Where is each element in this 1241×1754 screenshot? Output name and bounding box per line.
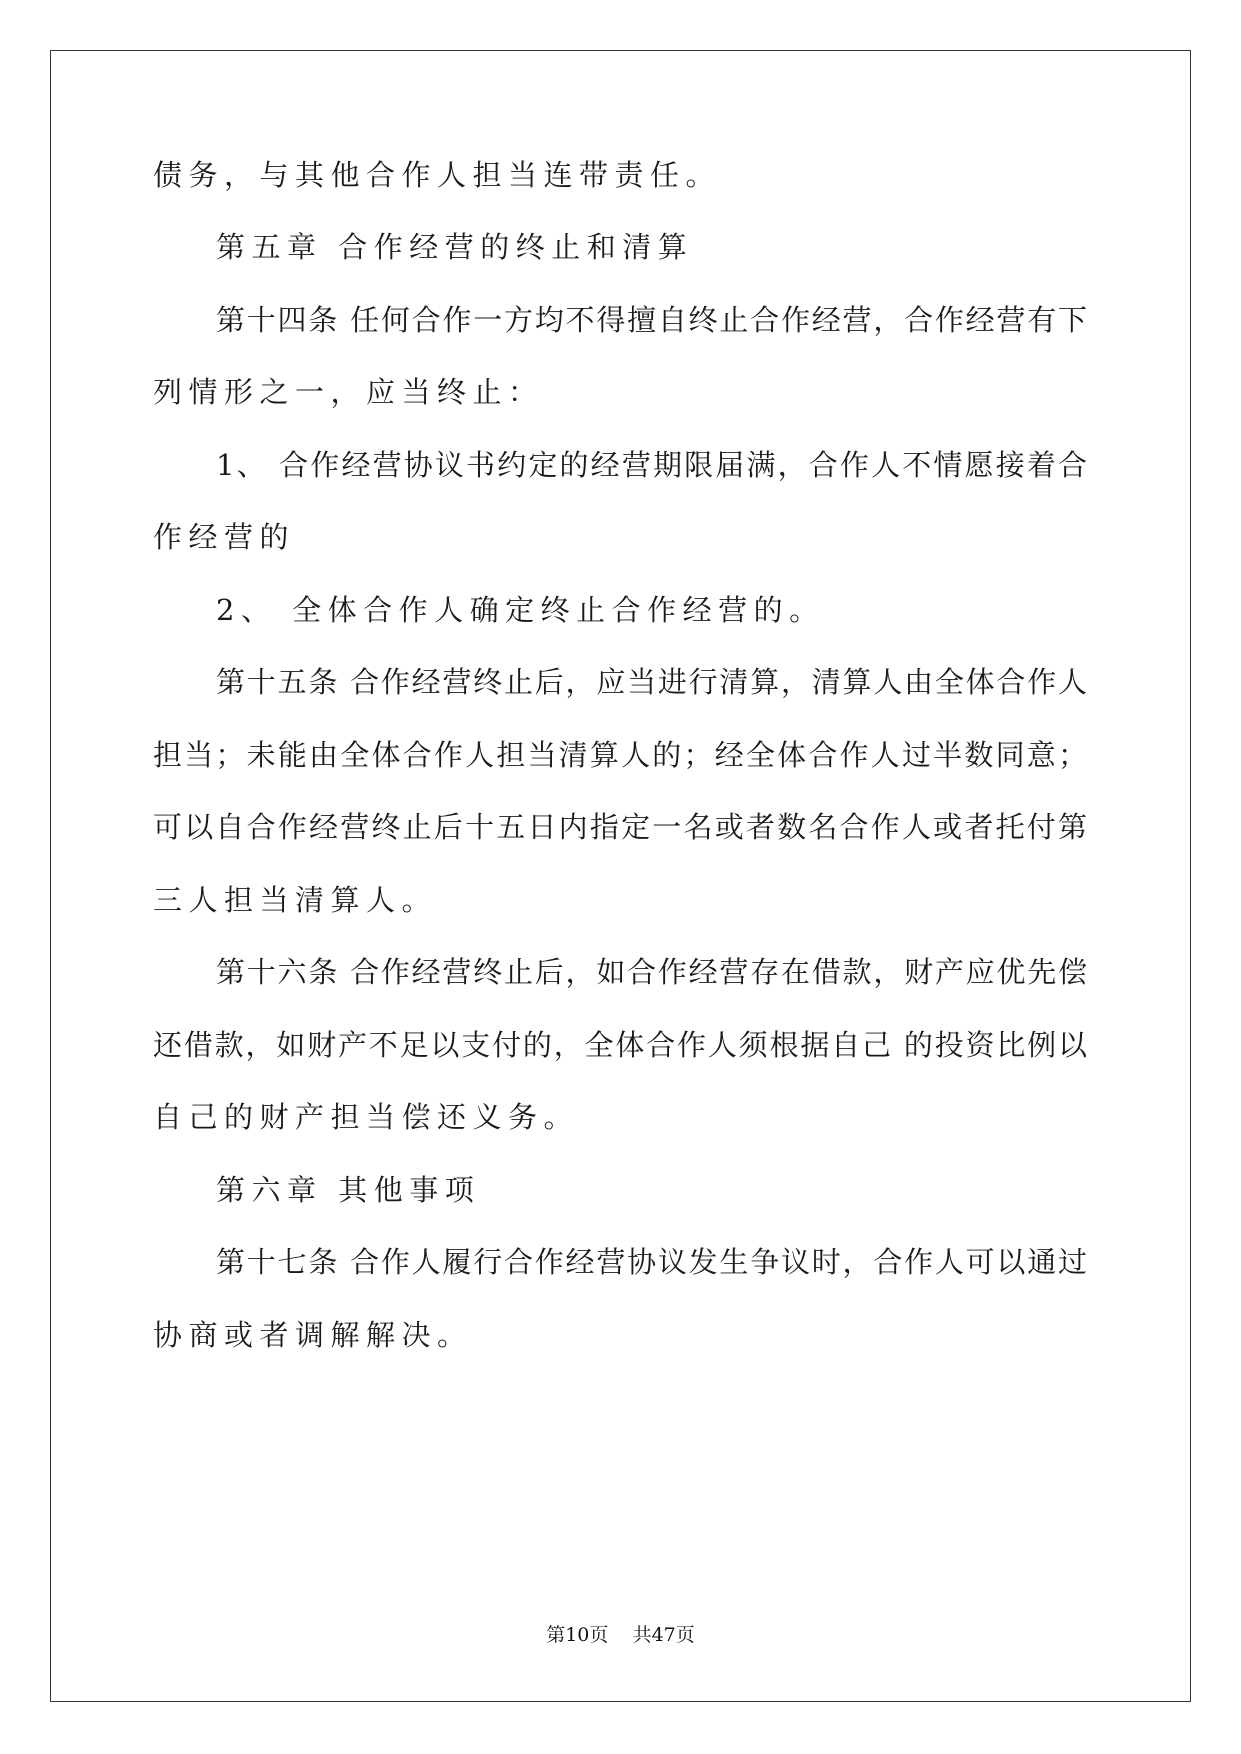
paragraph-line-1: 债务，与其他合作人担当连带责任。: [153, 158, 722, 192]
article-15-line-3: 可以自合作经营终止后十五日内指定一名或者数名合作人或者托付第: [153, 810, 1087, 844]
article-16-line-1: 第十六条 合作经营终止后，如合作经营存在借款，财产应优先偿: [216, 955, 1087, 989]
article-16-line-3: 自己的财产担当偿还义务。: [153, 1100, 580, 1134]
total-prefix: 共: [632, 1624, 652, 1646]
article-15-line-4: 三人担当清算人。: [153, 883, 438, 917]
article-16-line-2: 还借款，如财产不足以支付的，全体合作人须根据自己 的投资比例以: [153, 1028, 1087, 1062]
item-1-line-1: 1、 合作经营协议书约定的经营期限届满，合作人不情愿接着合: [216, 448, 1087, 482]
chapter-5-heading: 第五章 合作经营的终止和清算: [216, 230, 694, 264]
article-15-line-2: 担当；未能由全体合作人担当清算人的；经全体合作人过半数同意；: [153, 738, 1087, 772]
page-border: [50, 50, 1191, 1702]
item-1-line-2: 作经营的: [153, 520, 296, 554]
article-15-line-1: 第十五条 合作经营终止后，应当进行清算，清算人由全体合作人: [216, 665, 1087, 699]
article-14-line-2: 列情形之一，应当终止：: [153, 375, 544, 409]
item-2-line: 2、 全体合作人确定终止合作经营的。: [216, 593, 825, 627]
article-14-line-1: 第十四条 任何合作一方均不得擅自终止合作经营，合作经营有下: [216, 303, 1087, 337]
page-number: 10: [565, 1624, 590, 1646]
page-suffix: 页: [589, 1624, 609, 1646]
total-pages: 47: [651, 1624, 676, 1646]
page-prefix: 第: [546, 1624, 566, 1646]
total-suffix: 页: [675, 1624, 695, 1646]
page-footer: [0, 1620, 1241, 1647]
chapter-6-heading: 第六章 其他事项: [216, 1173, 481, 1207]
article-17-line-1: 第十七条 合作人履行合作经营协议发生争议时，合作人可以通过: [216, 1245, 1087, 1279]
article-17-line-2: 协商或者调解解决。: [153, 1318, 473, 1352]
